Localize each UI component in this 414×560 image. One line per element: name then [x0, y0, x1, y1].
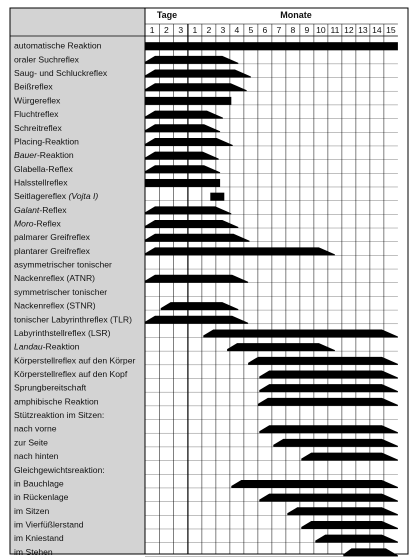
reflex-bar	[145, 179, 220, 187]
reflex-bar	[210, 193, 224, 201]
reflex-bar	[145, 56, 238, 64]
day-tick-label: 2	[164, 25, 169, 35]
month-tick-label: 13	[358, 25, 368, 35]
month-tick-label: 6	[262, 25, 268, 35]
row-label: zur Seite	[14, 437, 48, 448]
reflex-bar	[145, 83, 247, 91]
row-label: im Sitzen	[14, 505, 50, 516]
reflex-bar	[145, 234, 250, 242]
row-label: Nackenreflex (ATNR)	[14, 273, 96, 284]
reflex-bar	[301, 453, 398, 461]
reflex-bar	[145, 247, 335, 255]
reflex-bar	[259, 384, 398, 392]
row-label: Labyrinthstellreflex (LSR)	[14, 327, 111, 338]
reflex-bar	[227, 343, 335, 351]
row-label: in Rückenlage	[14, 492, 69, 503]
row-label: Schreitreflex	[14, 122, 62, 133]
reflex-bar	[259, 494, 398, 502]
month-tick-label: 1	[192, 25, 198, 35]
reflex-bar	[231, 480, 398, 488]
row-label: Placing-Reaktion	[14, 136, 79, 147]
row-label: Glabella-Reflex	[14, 163, 73, 174]
row-label: plantarer Greifreflex	[14, 245, 90, 256]
month-tick-label: 15	[386, 25, 396, 35]
row-label: symmetrischer tonischer	[14, 286, 108, 297]
row-label: Saug- und Schluckreflex	[14, 68, 108, 79]
reflex-bar	[203, 329, 398, 337]
row-label: Würgereflex	[14, 95, 61, 106]
row-label: oraler Suchreflex	[14, 54, 79, 65]
reflex-bar	[258, 398, 398, 406]
month-tick-label: 11	[330, 25, 340, 35]
row-label: Körperstellreflex auf den Kopf	[14, 369, 128, 379]
row-label: Landau-Reaktion	[14, 341, 80, 352]
row-label: Seitlagereflex (Vojta I)	[14, 191, 99, 202]
row-label: Stützreaktion im Sitzen:	[14, 410, 105, 421]
row-label: nach vorne	[14, 423, 57, 434]
month-tick-label: 12	[344, 25, 354, 35]
row-label: Galant-Reflex	[14, 204, 67, 215]
reflex-bar	[145, 70, 251, 78]
reflex-bar	[145, 97, 231, 105]
month-tick-label: 10	[316, 25, 326, 35]
row-label: automatische Reaktion	[14, 40, 102, 51]
day-tick-label: 3	[178, 25, 184, 35]
month-tick-label: 14	[372, 25, 382, 35]
month-tick-label: 7	[276, 25, 282, 35]
reflex-bar	[259, 371, 398, 379]
days-label: Tage	[156, 10, 178, 20]
month-tick-label: 2	[206, 25, 212, 35]
row-label: in Bauchlage	[14, 478, 64, 489]
reflex-bar	[145, 316, 248, 324]
row-label: nach hinten	[14, 451, 59, 462]
row-label: Sprungbereitschaft	[14, 382, 87, 393]
row-label: Fluchtreflex	[14, 109, 59, 120]
row-label: im Stehen	[14, 546, 53, 557]
month-tick-label: 9	[304, 25, 310, 35]
reflex-bar	[273, 439, 398, 447]
month-tick-label: 8	[290, 25, 296, 35]
reflex-bar	[145, 42, 398, 50]
months-label: Monate	[280, 10, 312, 20]
row-label: im Vierfüßlerstand	[14, 519, 84, 530]
month-tick-label: 3	[220, 25, 226, 35]
row-label: Halsstellreflex	[14, 177, 68, 188]
day-tick-label: 1	[149, 25, 155, 35]
reflex-bar	[145, 275, 248, 283]
reflex-bar	[145, 220, 238, 228]
reflex-bar	[259, 425, 398, 433]
month-tick-label: 5	[248, 25, 254, 35]
row-label: Gleichgewichtsreaktion:	[14, 464, 105, 475]
reflex-bar	[287, 507, 398, 515]
row-label: tonischer Labyrinthreflex (TLR)	[14, 314, 132, 325]
reflex-bar	[301, 521, 398, 529]
row-label: Bauer-Reaktion	[14, 150, 74, 161]
row-label: palmarer Greifreflex	[14, 232, 90, 243]
row-label: Körperstellreflex auf den Körper	[14, 355, 136, 366]
row-label: Nackenreflex (STNR)	[14, 300, 96, 311]
row-label: Beißreflex	[14, 81, 53, 92]
month-tick-label: 4	[234, 25, 240, 35]
row-label: im Kniestand	[14, 533, 64, 544]
row-label: Moro-Reflex	[14, 218, 61, 229]
row-label: amphibische Reaktion	[14, 396, 99, 407]
row-label: asymmetrischer tonischer	[14, 259, 112, 270]
reflex-bar	[248, 357, 398, 365]
